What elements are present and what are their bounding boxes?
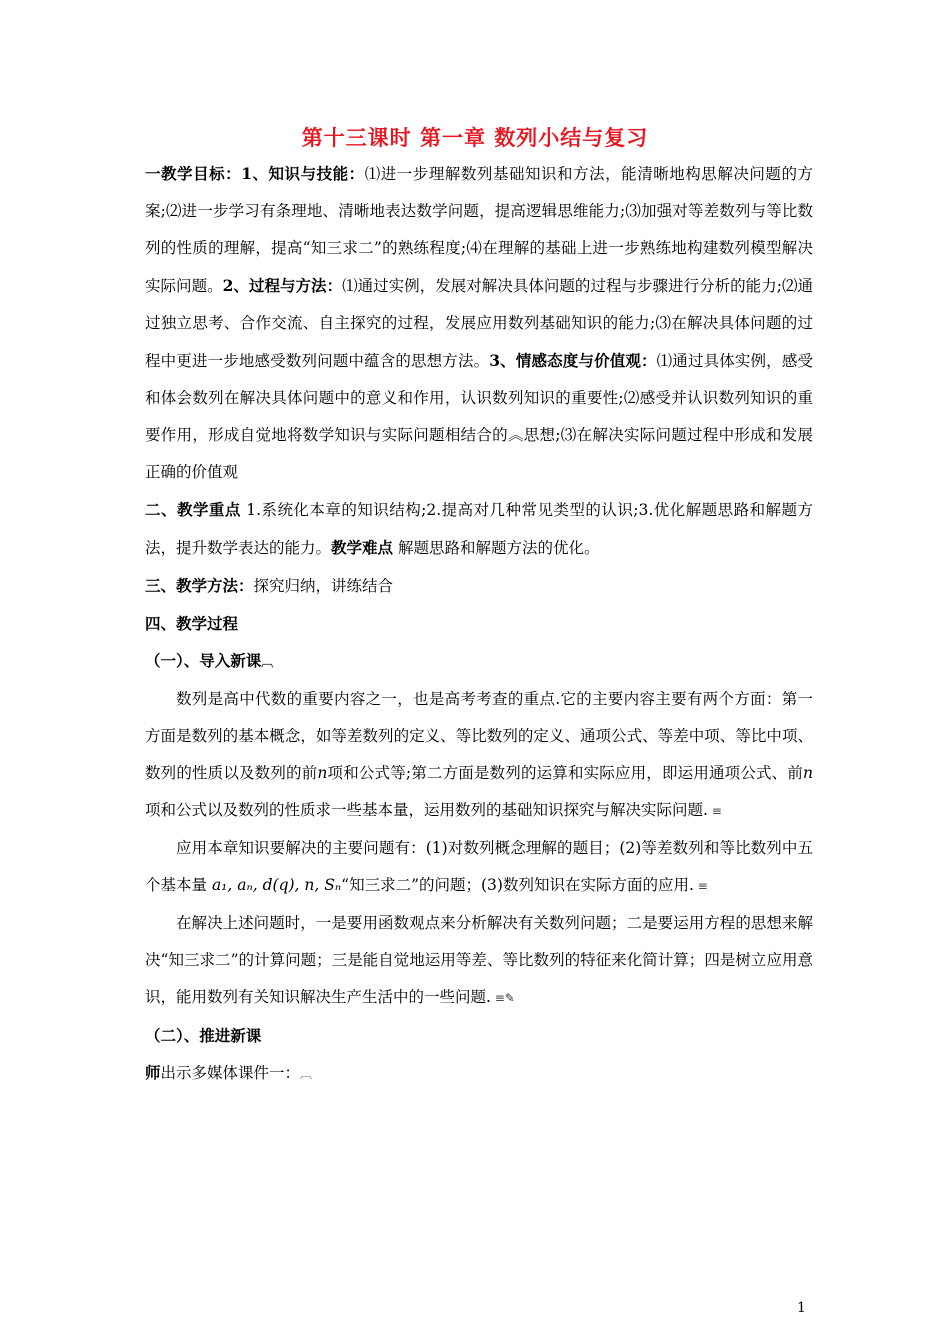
approach-text: 在解决上述问题时，一是要用函数观点来分析解决有关数列问题；二是要运用方程的思想来解决“知三求二”的计算问题；三是能自觉地运用等差、等比数列的特征来化简计算；四是树立应用意识，能用数列有关知识解决生产生活中的一些问题. <box>145 914 813 1006</box>
teacher-label: 师 <box>145 1063 161 1082</box>
edit-mark-icon: ︹ <box>300 1067 313 1081</box>
var-n: n <box>317 764 328 782</box>
keypoints-text: 1.系统化本章的知识结构;2.提高对几种常见类型的认识;3.优化解题思路和解题方法，提升数学表达的能力。 <box>145 501 813 557</box>
edit-mark-icon: ︹ <box>261 655 274 669</box>
difficulty-label: 教学难点 <box>331 538 394 557</box>
page-title: 第十三课时 第一章 数列小结与复习 <box>301 125 649 150</box>
approach-paragraph <box>145 905 813 1017</box>
problems-paragraph <box>145 830 813 905</box>
edit-mark-icon: ≡ <box>707 804 722 818</box>
edit-mark-icon: ≡ <box>693 879 708 893</box>
methods-text: 探究归纳，讲练结合 <box>253 577 394 595</box>
teacher-line <box>145 1054 813 1093</box>
part1-heading <box>145 642 813 681</box>
part1-heading-text: （一）、导入新课 <box>145 651 262 670</box>
attitude-values-text: ⑴通过具体实例，感受和体会数列在解决具体问题中的意义和作用，认识数列知识的重要性;⑵感受并认识数列知识的重要作用，形成自觉地将数学知识与实际问题相结合的︽思想;⑶在解决实际问题过程中形成和发展正确的价值观 <box>145 352 813 481</box>
objectives-paragraph <box>145 155 813 491</box>
var-n-2: n <box>803 764 813 782</box>
edit-mark-icon: ≡✎ <box>490 991 515 1005</box>
intro-paragraph <box>145 681 813 830</box>
objectives-heading: 一教学目标： <box>145 164 242 183</box>
difficulty-text: 解题思路和解题方法的优化。 <box>393 539 600 557</box>
process-methods-text: ⑴通过实例，发展对解决具体问题的过程与步骤进行分析的能力;⑵通过独立思考、合作交流、自主探究的过程，发展应用数列基础知识的能力;⑶在解决具体问题的过程中更进一步地感受数列问题中蕴含的思想方法。 <box>145 277 813 370</box>
methods-heading: 三、教学方法： <box>145 576 254 595</box>
process-heading: 四、教学过程 <box>145 614 239 633</box>
intro-text-1: 数列是高中代数的重要内容之一，也是高考考查的重点.它的主要内容主要有两个方面：第一方面是数列的基本概念，如等差数列的定义、等比数列的定义、通项公式、等差中项、等比中项、数列的性质以及数列的前 <box>145 690 813 782</box>
document-body <box>145 155 813 1093</box>
methods-paragraph <box>145 567 813 605</box>
intro-text-3: 项和公式以及数列的性质求一些基本量，运用数列的基础知识探究与解决实际问题. <box>145 801 708 819</box>
keypoints-paragraph <box>145 491 813 567</box>
basic-quantities: a₁, aₙ, d(q), n, Sₙ <box>211 876 342 894</box>
attitude-values-label: 3、情感态度与价值观： <box>489 351 657 370</box>
knowledge-skills-label: 1、知识与技能： <box>241 164 365 183</box>
problems-text-2: “知三求二”的问题；(3)数列知识在实际方面的应用. <box>341 876 694 894</box>
knowledge-skills-text: ⑴进一步理解数列基础知识和方法，能清晰地构思解决问题的方案;⑵进一步学习有条理地、清晰地表达数学问题，提高逻辑思维能力;⑶加强对等差数列与等比数列的性质的理解，提高“知三求二”的熟练程度;⑷在理解的基础上进一步熟练地构建数列模型解决实际问题。 <box>145 165 813 295</box>
intro-text-2: 项和公式等;第二方面是数列的运算和实际应用，即运用通项公式、前 <box>327 764 804 782</box>
page-number: 1 <box>797 1300 806 1316</box>
teacher-text: 出示多媒体课件一： <box>160 1064 301 1082</box>
process-methods-label: 2、过程与方法： <box>222 276 343 295</box>
problems-text-1: 应用本章知识要解决的主要问题有：(1)对数列概念理解的题目；(2)等差数列和等比数列中五个基本量 <box>145 839 813 894</box>
part2-heading: （二）、推进新课 <box>145 1026 262 1045</box>
keypoints-heading: 二、教学重点 <box>145 500 241 519</box>
